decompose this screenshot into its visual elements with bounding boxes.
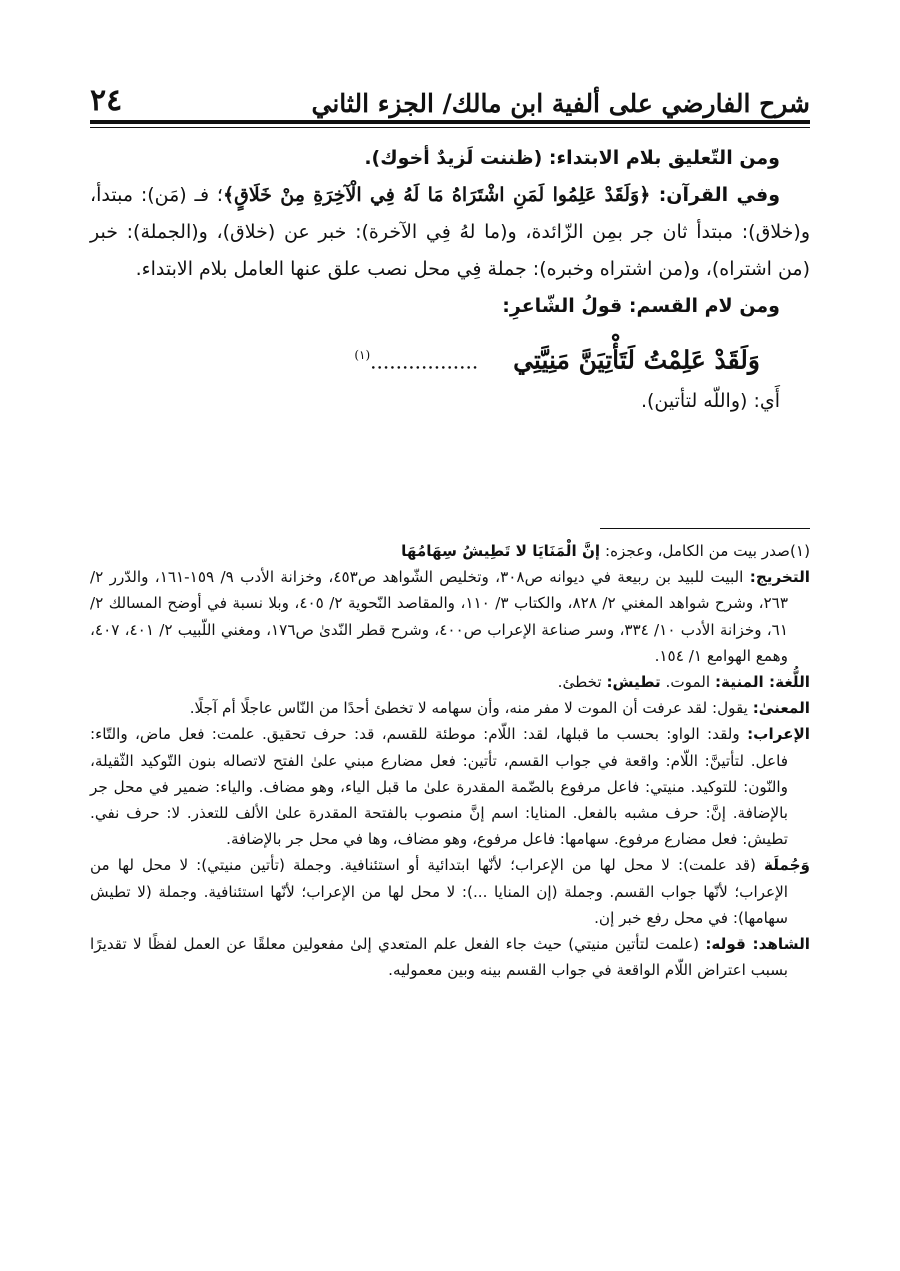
running-title: شرح الفارضي على ألفية ابن مالك/ الجزء الثاني — [311, 89, 810, 118]
page-header — [90, 70, 810, 116]
shahid-label: الشاهد: — [752, 935, 810, 954]
paragraph-explanation: أَي: (واللّه لتأتين). — [640, 390, 780, 413]
footnote-separator — [600, 528, 810, 529]
page-number: ٢٤ — [90, 83, 123, 118]
lugha-label: اللُّغة: — [769, 673, 810, 692]
takhrij-label: التخريج: — [749, 568, 810, 587]
irab-text: ولقد: الواو: بحسب ما قبلها، لقد: اللّام: موطئة للقسم، قد: حرف تحقيق. علمت: فعل ماض، والتّاء: فاعل. لتأتينَّ: اللّام: واقعة في جواب القسم، تأتين: فعل مضارع مبني علىٰ الفتح لاتصاله بنون التّوكيد الثّقيلة، والنّون: للتوكيد. منيتي: فاعل مرفوع بالضّمة المقدرة علىٰ ما قبل الياء، وهو مضاف. والياء: ضمير في محل جر بالإضافة. إنَّ: حرف مشبه بالفعل. المنايا: اسم إنَّ منصوب بالفتحة المقدرة علىٰ الألف للتعذر. لا: حرف نفي. تطيش: فعل مضارع مرفوع. سهامها: فاعل مرفوع، وهو مضاف، وها في محل جر بالإضافة. — [90, 725, 788, 849]
footnote-1 — [90, 538, 810, 564]
lugha-def-2: تخطئ. — [557, 673, 607, 692]
footnote-shahid — [90, 931, 810, 983]
footnote-irab — [90, 721, 810, 852]
verse-dots: ................. — [370, 349, 479, 374]
paragraph-quran-example — [90, 177, 810, 288]
verse-text: وَلَقَدْ عَلِمْتُ لَتَأْتِيَنَّ مَنِيَّتِي — [513, 345, 760, 375]
main-text — [90, 140, 810, 420]
jumal-text: (قد علمت): لا محل لها من الإعراب؛ لأنّها ابتدائية أو استئنافية. وجملة (تأتين منيتي): لا محل لها من الإعراب؛ لأنّها جواب القسم. وجملة (إن المنايا ...): لا محل لها من الإعراب؛ لأنّها استئنافية. وجملة (لا تطيش سهامها): في محل رفع خبر إن. — [90, 856, 788, 927]
shahid-text: (علمت لتأتين منيتي) حيث جاء الفعل علم المتعدي إلىٰ مفعولين معلقًا عن العمل لفظًا لا تقديرًا بسبب اعتراض اللّام الواقعة في جواب القسم بينه وبين معموليه. — [90, 935, 788, 980]
lugha-word-1: المنية: — [714, 673, 770, 692]
header-rule-thin — [90, 127, 810, 128]
footnote-1-lead: (١)صدر بيت من الكامل، وعجزه: — [600, 542, 810, 560]
paragraph-lam-qasam: ومن لام القسم: قولُ الشّاعرِ: — [502, 295, 780, 317]
poetry-verse — [90, 333, 810, 383]
takhrij-text: البيت للبيد بن ربيعة في ديوانه ص٣٠٨، وتخليص الشّواهد ص٤٥٣، وخزانة الأدب ٩/ ١٥٩-١٦١، والدّرر ٢/ ٢٦٣، وشرح شواهد المغني ٢/ ٨٢٨، والكتاب ٣/ ١١٠، والمقاصد النّحوية ٢/ ٤٠٥، وبلا نسبة في أوضح المسالك ٢/ ٦١، وخزانة الأدب ١٠/ ٣٣٤، وسر صناعة الإعراب ص٤٠٠، وشرح قطر النّدىٰ ص١٧٦، ومغني اللّبيب ٢/ ٤٠١، ٤٠٧، وهمع الهوامع ١/ ١٥٤. — [90, 568, 788, 665]
quran-lead: وفي القرآن: — [650, 184, 781, 206]
footnotes — [90, 538, 810, 983]
quran-analysis: ؛ فـ (مَن): مبتدأ، و(خلاق): مبتدأ ثان جر بمِن الزّائدة، و(ما لهُ فِي الآخرة): خبر عن (خلاق)، و(الجملة): خبر (من اشتراه)، و(من اشتراه وخبره): جملة فِي محل نصب علق عنها العامل بلام الابتداء. — [90, 184, 810, 280]
lugha-word-2: تطيش: — [606, 673, 661, 692]
footnote-1-hemistich: إنَّ الْمَنَايَا لا تَطِيشُ سِهَامُهَا — [401, 542, 601, 560]
footnote-ref-1[interactable]: (١) — [354, 348, 371, 362]
maana-label: المعنىٰ: — [752, 699, 810, 718]
jumal-label: وَجُملَة — [764, 856, 810, 875]
irab-label: الإعراب: — [747, 725, 810, 744]
footnote-jumal — [90, 852, 810, 931]
lugha-def-1: الموت. — [660, 673, 715, 692]
footnote-takhrij — [90, 564, 810, 669]
paragraph-taliq-ibtida: ومن التّعليق بلام الابتداء: (ظننت لَزيدٌ أخوك). — [364, 147, 780, 169]
maana-text: يقول: لقد عرفت أن الموت لا مفر منه، وأن سهامه لا تخطئ أحدًا من النّاس عاجلًا أم آجلًا. — [189, 699, 753, 718]
footnote-lugha — [90, 669, 810, 695]
footnote-maana — [90, 695, 810, 721]
header-rule-thick — [90, 120, 810, 124]
quran-verse: ﴿وَلَقَدْ عَلِمُوا لَمَنِ اشْتَرَاهُ مَا لَهُ فِي الْآخِرَةِ مِنْ خَلَاقٍ﴾ — [222, 184, 651, 206]
shahid-qawl: قوله: — [705, 935, 753, 954]
